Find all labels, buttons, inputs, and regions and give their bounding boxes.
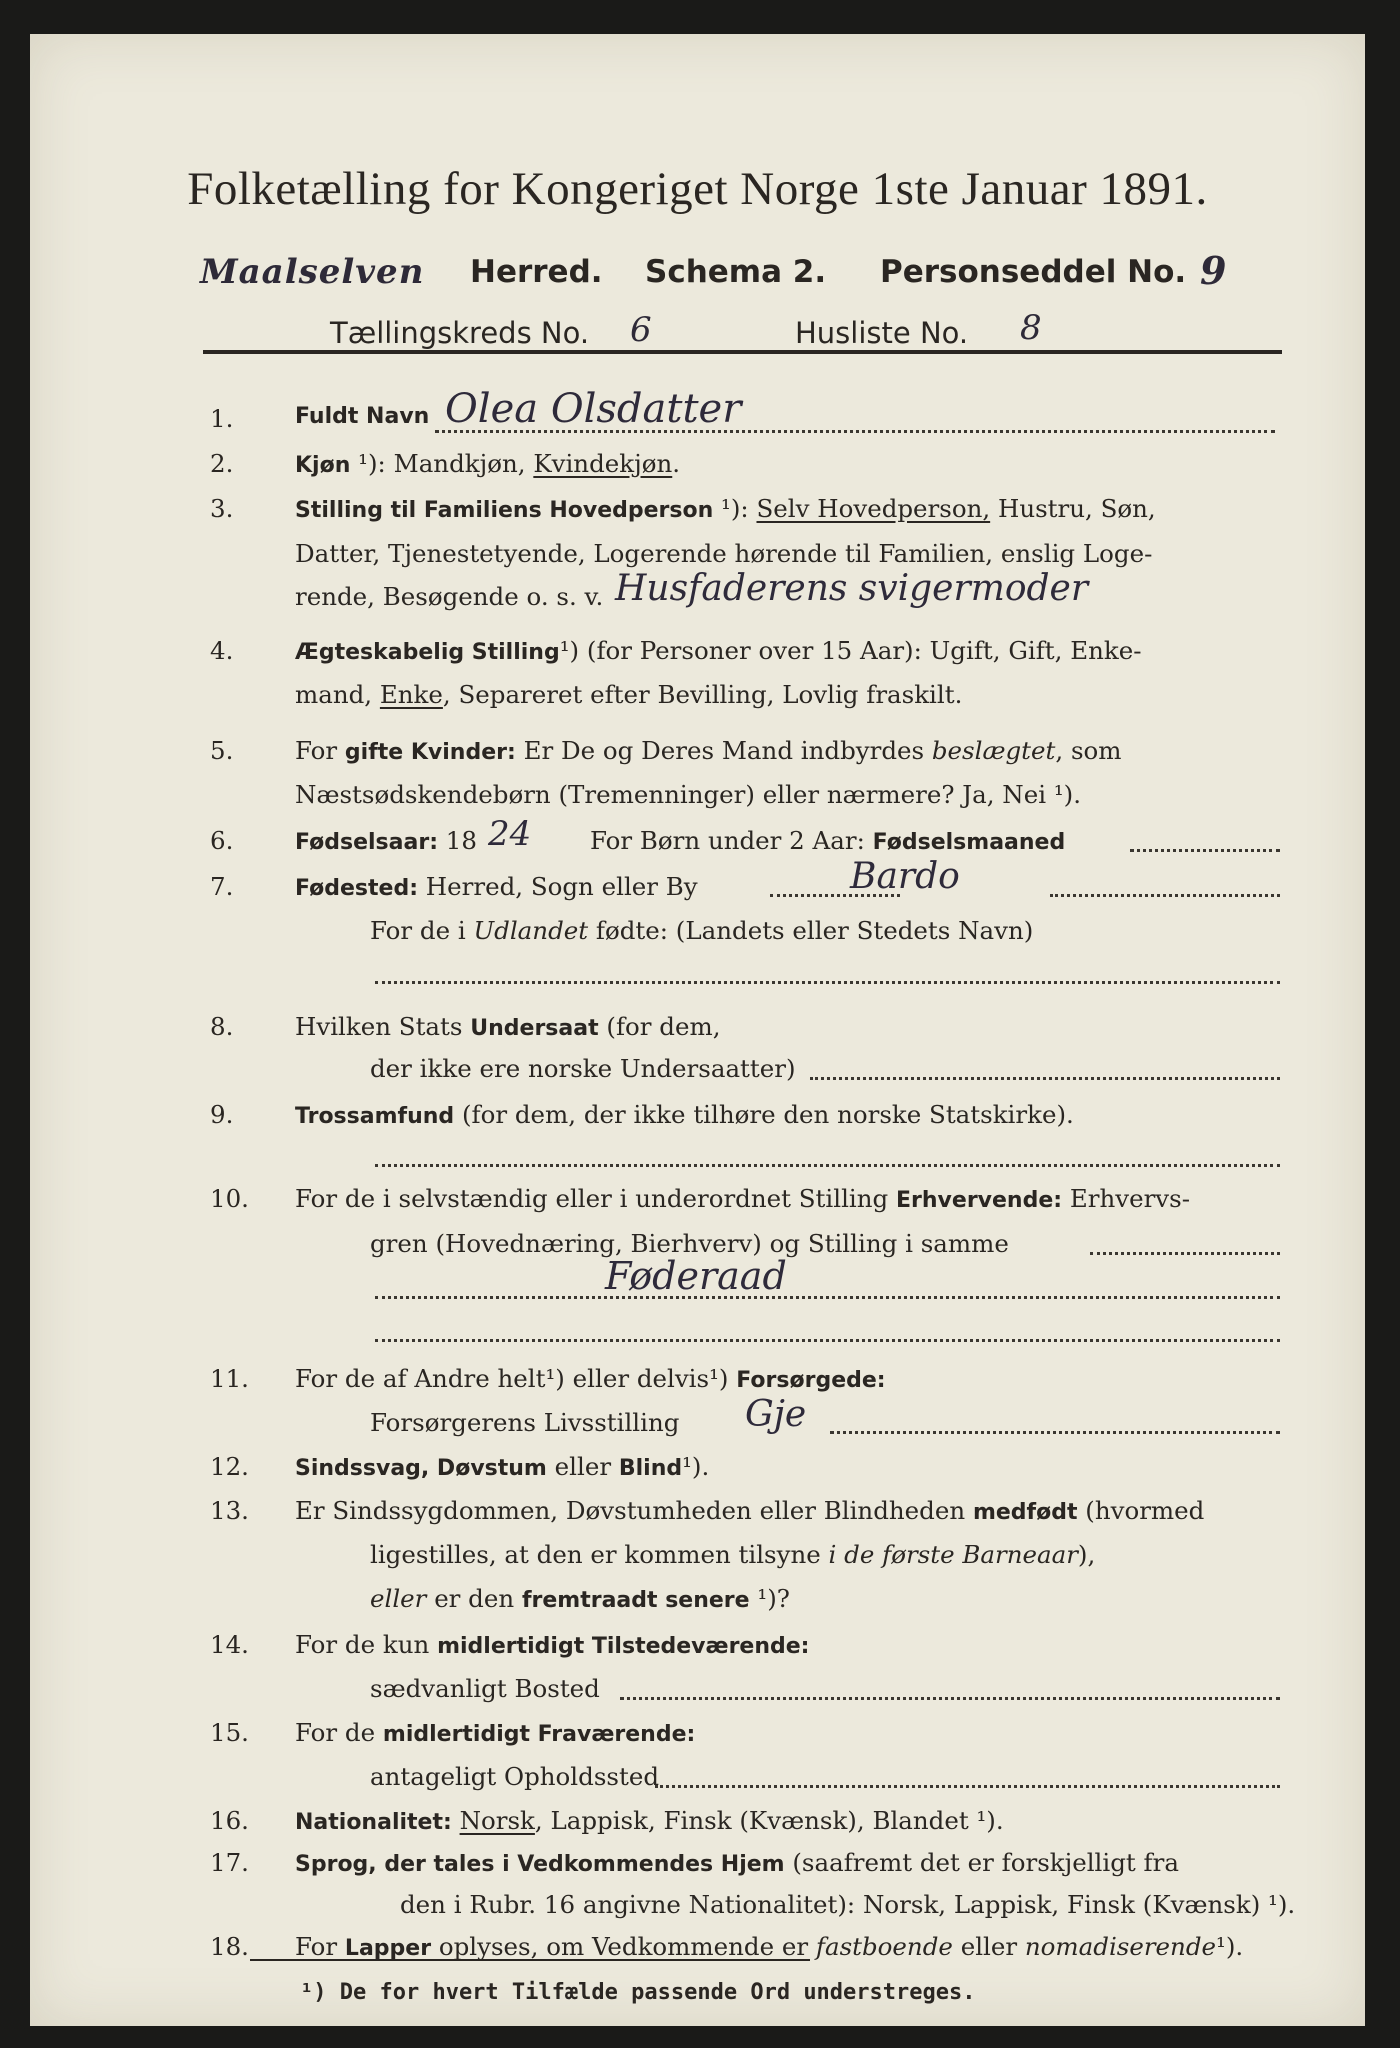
text: For de — [295, 1718, 376, 1747]
row-number: 18. — [210, 1932, 249, 1961]
sup: ¹): — [721, 494, 749, 523]
census-form-sheet — [30, 34, 1365, 2026]
text: fødte: (Landets eller Stedets Navn) — [595, 916, 1034, 945]
text: mand, — [295, 680, 373, 709]
text: , Separeret efter Bevilling, Lovlig fraskilt. — [442, 680, 963, 709]
text: ligestilles, at den er kommen tilsyne — [370, 1540, 821, 1569]
row-number: 16. — [210, 1806, 249, 1835]
row-number: 7. — [210, 872, 234, 901]
row-17 — [210, 1848, 1300, 1878]
row-number: 3. — [210, 494, 234, 523]
marital-option-widow: Enke — [379, 680, 443, 709]
text: Forsørgerens Livsstilling — [370, 1408, 680, 1437]
text: , Lappisk, Finsk (Kvænsk), Blandet ¹). — [534, 1806, 1004, 1835]
tail: ¹). — [682, 1452, 710, 1481]
tail: ¹). — [1216, 1932, 1244, 1961]
sup: ¹) — [709, 1364, 729, 1393]
dotted-line — [375, 1164, 1280, 1167]
dotted-line — [1050, 894, 1280, 897]
row-8 — [210, 1012, 1300, 1052]
dotted-line — [435, 430, 1275, 433]
dotted-line — [770, 894, 900, 897]
text: (for Personer over 15 Aar): Ugift, Gift, Enke- — [586, 636, 1142, 665]
row-number: 5. — [210, 736, 234, 765]
row-8-line-2 — [210, 1054, 1300, 1094]
insane-deaf-label: Sindssvag, Døvstum — [295, 1456, 547, 1481]
text: eller — [370, 1584, 427, 1613]
blind-label: Blind — [618, 1456, 683, 1481]
acquired-label: fremtraadt senere — [521, 1588, 750, 1613]
row-7-line-2 — [210, 916, 1300, 956]
row-number: 2. — [210, 449, 234, 478]
sup: ¹) — [545, 1364, 565, 1393]
birth-month-label: Fødselsmaaned — [872, 830, 1066, 855]
schema-label: Schema 2. — [645, 254, 827, 290]
row-number: 9. — [210, 1100, 234, 1129]
row-13-line-2 — [210, 1540, 1300, 1580]
text: oplyses, om Vedkommende er — [438, 1932, 809, 1961]
dotted-line — [620, 1697, 1280, 1700]
text: For de i selvstændig eller i underordnet Stilling — [295, 1184, 889, 1213]
supported-label: Forsørgede: — [736, 1368, 886, 1393]
row-15-line-2 — [210, 1762, 1300, 1802]
temporary-present-label: midlertidigt Tilstedeværende: — [437, 1634, 810, 1659]
husliste-label: Husliste No. — [795, 316, 969, 350]
text: ¹)? — [757, 1584, 790, 1613]
row-7 — [210, 856, 1300, 912]
text: antageligt Opholdssted — [370, 1762, 659, 1791]
text: (hvormed — [1085, 1496, 1205, 1525]
footnote: ¹) De for hvert Tilfælde passende Ord understreges. — [300, 1980, 976, 2005]
row-3 — [210, 494, 1300, 534]
birth-year-value: 24 — [488, 814, 532, 854]
text: (for dem, der ikke tilhøre den norske Statskirke). — [461, 1100, 1074, 1129]
language-label: Sprog, der tales i Vedkommendes Hjem — [295, 1852, 785, 1877]
dotted-line — [830, 1431, 1280, 1434]
row-number: 13. — [210, 1496, 249, 1525]
text: eller — [554, 1452, 612, 1481]
row-5 — [210, 736, 1300, 776]
row-5-line-2 — [210, 780, 1300, 820]
text: i de første Barneaar — [828, 1540, 1078, 1569]
row-15 — [210, 1718, 1300, 1758]
row-9 — [210, 1100, 1300, 1140]
herred-handwritten: Maalselven — [200, 252, 425, 292]
text: Herred, Sogn eller By — [425, 872, 698, 901]
herred-line — [200, 248, 1300, 314]
row-number: 12. — [210, 1452, 249, 1481]
lapps-label: Lapper — [344, 1936, 432, 1961]
text: For de i — [370, 916, 466, 945]
occupation-label: Erhvervende: — [896, 1188, 1063, 1213]
text: eller delvis — [572, 1364, 710, 1393]
row-16 — [210, 1806, 1300, 1846]
header-rule — [203, 350, 1282, 354]
row-13-line-3 — [210, 1584, 1300, 1624]
text: rende, Besøgende o. s. v. — [295, 582, 604, 611]
married-women-label: gifte Kvinder: — [344, 740, 516, 765]
dotted-line — [1090, 1252, 1280, 1255]
birth-year-label: Fødselsaar: — [295, 830, 438, 855]
dotted-line — [375, 981, 1280, 984]
row-3-line-3 — [210, 568, 1300, 622]
sup: ¹) — [559, 636, 580, 665]
row-4 — [210, 636, 1300, 676]
text: Er De og Deres Mand indbyrdes — [523, 736, 925, 765]
text: fastboende — [815, 1932, 953, 1961]
row-number: 11. — [210, 1364, 249, 1393]
congenital-label: medfødt — [972, 1500, 1078, 1525]
sex-option-female: Kvindekjøn — [533, 449, 673, 478]
row-11-line-2 — [210, 1394, 1300, 1448]
text: (saafremt det er forskjelligt fra — [792, 1848, 1179, 1877]
row-2 — [210, 449, 1300, 489]
marital-label: Ægteskabelig Stilling — [295, 640, 560, 665]
text: Næstsødskendebørn (Tremenninger) eller nærmere? Ja, Nei ¹). — [295, 780, 1082, 809]
nationality-option-norsk: Norsk — [459, 1806, 535, 1835]
text: ), — [1077, 1540, 1096, 1569]
taellingskreds-label: Tællingskreds No. — [330, 316, 590, 350]
row-12 — [210, 1452, 1300, 1492]
text: Hustru, Søn, — [997, 494, 1156, 523]
text: For — [295, 1932, 338, 1961]
text: Udlandet — [473, 916, 589, 945]
row-number: 4. — [210, 636, 234, 665]
text: For de kun — [295, 1630, 430, 1659]
taellingskreds-line — [330, 308, 1230, 371]
text: er den — [434, 1584, 515, 1613]
row-number: 1. — [210, 404, 234, 433]
religion-label: Trossamfund — [295, 1104, 455, 1129]
row-14-line-2 — [210, 1674, 1300, 1714]
text: For Børn under 2 Aar: — [590, 826, 865, 855]
citizenship-label: Undersaat — [470, 1016, 599, 1041]
text: den i Rubr. 16 angivne Nationalitet): Norsk, Lappisk, Finsk (Kvænsk) ¹). — [400, 1890, 1296, 1919]
dotted-line — [375, 1339, 1280, 1342]
sup: ¹): — [358, 449, 386, 478]
text: beslægtet — [931, 736, 1056, 765]
dotted-line — [655, 1785, 1280, 1788]
text: Erhvervs- — [1069, 1184, 1190, 1213]
full-name-value: Olea Olsdatter — [445, 386, 742, 432]
text: , som — [1055, 736, 1122, 765]
row-13 — [210, 1496, 1300, 1536]
row-number: 10. — [210, 1184, 249, 1213]
text: For de af Andre helt — [295, 1364, 546, 1393]
row-4-line-2 — [210, 680, 1300, 720]
full-name-label: Fuldt Navn — [295, 404, 430, 429]
herred-label: Herred. — [470, 254, 603, 290]
birthplace-value: Bardo — [850, 856, 960, 897]
row-number: 14. — [210, 1630, 249, 1659]
birthplace-label: Fødested: — [295, 876, 418, 901]
position-value: Husfaderens svigermoder — [615, 568, 1089, 609]
dotted-line — [1130, 849, 1280, 852]
text: Hvilken Stats — [295, 1012, 463, 1041]
position-option-self: Selv Hovedperson, — [756, 494, 991, 523]
tail: . — [672, 449, 681, 478]
sex-option-male: Mandkjøn, — [393, 449, 526, 478]
personseddel-label: Personseddel No. — [880, 254, 1187, 290]
row-17-line-2 — [240, 1890, 1330, 1930]
text: Datter, Tjenestetyende, Logerende hørende til Familien, enslig Loge- — [295, 539, 1153, 568]
text: (for dem, — [606, 1012, 721, 1041]
row-18 — [210, 1932, 1300, 1972]
birth-year-prefix: 18 — [445, 826, 477, 855]
occupation-value: Føderaad — [605, 1254, 787, 1298]
position-label: Stilling til Familiens Hovedperson — [295, 498, 714, 523]
husliste-number: 8 — [1020, 308, 1043, 348]
text: gren (Hovednæring, Bierhverv) og Stilling i samme — [370, 1229, 1009, 1258]
form-title: Folketælling for Kongeriget Norge 1ste Januar 1891. — [187, 163, 1208, 215]
row-number: 17. — [210, 1848, 249, 1877]
dotted-line — [810, 1077, 1280, 1080]
personseddel-number: 9 — [1200, 248, 1228, 293]
nationality-label: Nationalitet: — [295, 1810, 452, 1835]
supporter-value: Gje — [745, 1394, 807, 1435]
row-1 — [210, 386, 1300, 444]
row-10 — [210, 1184, 1300, 1224]
text: eller — [960, 1932, 1018, 1961]
taellingskreds-number: 6 — [630, 310, 653, 350]
row-number: 8. — [210, 1012, 234, 1041]
text: der ikke ere norske Undersaatter) — [370, 1054, 796, 1083]
dotted-line — [375, 1296, 1280, 1299]
text: sædvanligt Bosted — [370, 1674, 600, 1703]
text: Er Sindssygdommen, Døvstumheden eller Blindheden — [295, 1496, 966, 1525]
row-6 — [210, 814, 1300, 866]
sex-label: Kjøn — [295, 453, 351, 478]
row-number: 15. — [210, 1718, 249, 1747]
row-number: 6. — [210, 826, 234, 855]
row-14 — [210, 1630, 1300, 1670]
temporary-absent-label: midlertidigt Fraværende: — [382, 1722, 696, 1747]
text: nomadiserende — [1024, 1932, 1217, 1961]
text: For — [295, 736, 338, 765]
